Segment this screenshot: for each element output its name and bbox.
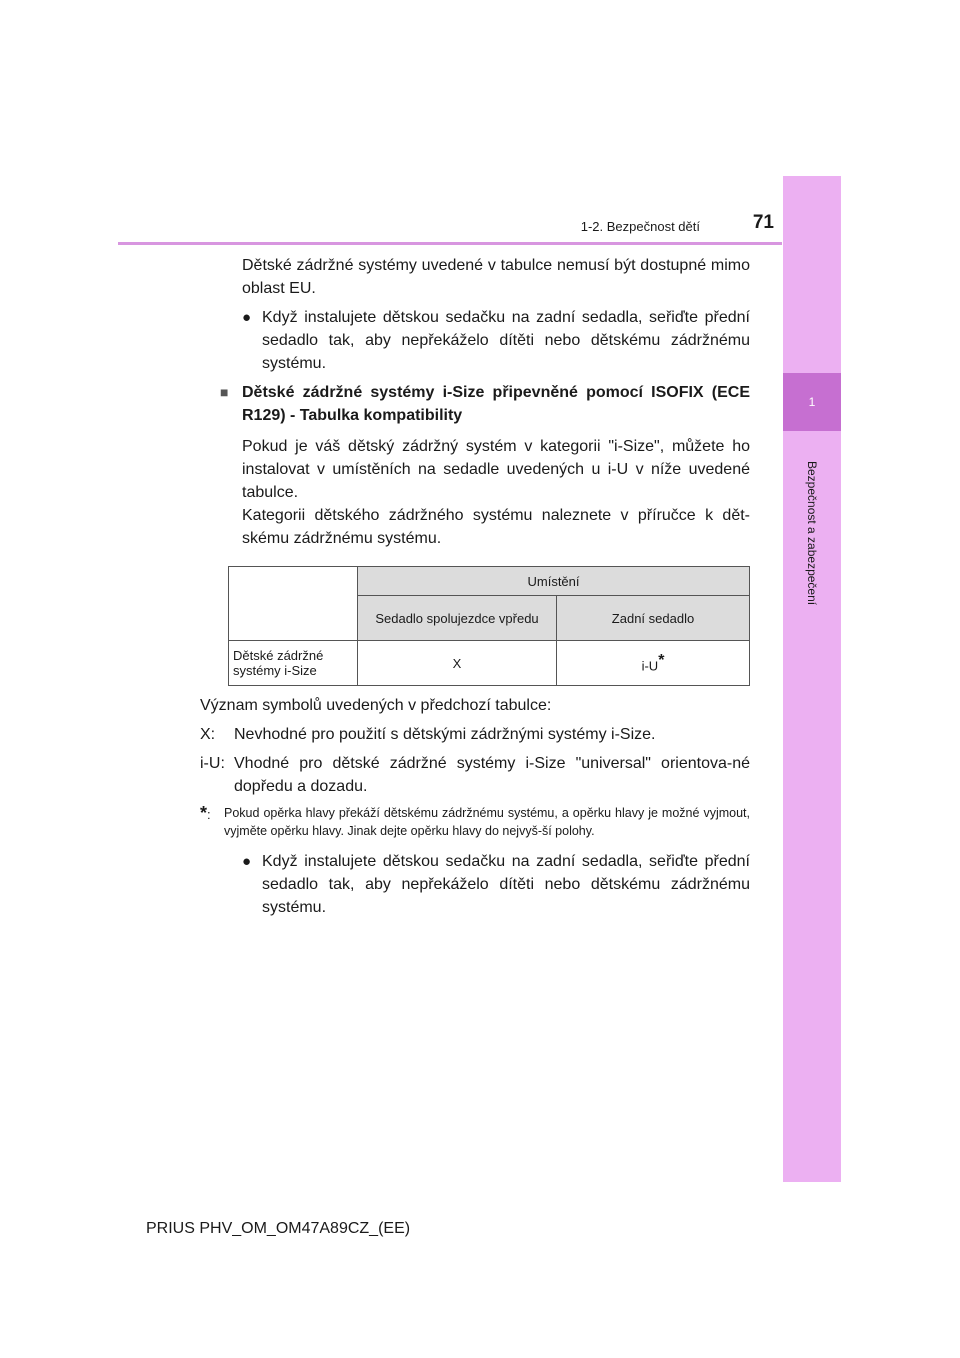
table-cell-rear: [557, 641, 750, 686]
body-paragraph: Pokud je váš dětský zádržný systém v kategorii "i-Size", můžete ho instalovat v umístěních na sedadle uvedených u i-U v níže uvedené tabulce.: [242, 438, 750, 501]
footnote-text: Pokud opěrka hlavy překáží dětskému zádržnému systému, a opěrku hlavy je možné vyjmout, vyjměte opěrku hlavy. Jinak dejte opěrku hlavy do nejvyš-ší polohy.: [224, 806, 750, 838]
footnote: [200, 804, 750, 840]
table-header-group: Umístění: [358, 567, 750, 596]
legend-block: [200, 694, 750, 840]
table-header-front-seat: Sedadlo spolujezdce vpředu: [358, 596, 557, 641]
chapter-number: 1: [808, 395, 816, 409]
footer-document-code: PRIUS PHV_OM_OM47A89CZ_(EE): [146, 1220, 411, 1237]
footnote-colon: :: [207, 807, 211, 822]
chapter-side-tab: [783, 176, 841, 1182]
bullet-text-2: Když instalujete dětskou sedačku na zadní sedadla, seřiďte přední sedadlo tak, aby nepřekáželo dítěti nebo dětskému zádržnému systému.: [262, 853, 750, 916]
legend-title: Význam symbolů uvedených v předchozí tabulce:: [200, 697, 552, 714]
body-paragraph-2: Kategorii dětského zádržného systému naleznete v příručce k dět-skému zádržnému systému.: [242, 507, 750, 547]
table-row-label: Dětské zádržné systémy i-Size: [229, 641, 358, 686]
legend-text-x: Nevhodné pro použití s dětskými zádržnými systémy i-Size.: [234, 726, 656, 743]
footnote-mark: [200, 804, 224, 840]
section-heading: [220, 381, 750, 427]
table-row: [229, 641, 750, 686]
section-title: 1-2. Bezpečnost dětí: [580, 219, 700, 234]
page-content: [200, 254, 750, 925]
header-divider: [118, 242, 782, 245]
chapter-title-container: [797, 438, 827, 628]
square-bullet-icon: ■: [220, 384, 229, 400]
chapter-number-tab: [783, 373, 841, 431]
legend-item-iu: [200, 752, 750, 798]
bullet-icon: ●: [242, 309, 252, 326]
bullet-item: [242, 306, 750, 375]
compatibility-table: [228, 566, 750, 686]
chapter-title: Bezpečnost a zabezpečení: [805, 460, 819, 606]
page-number: 71: [752, 212, 774, 233]
bullet-icon-2: ●: [242, 853, 252, 870]
table-corner-cell: [229, 567, 358, 641]
legend-item-x: [200, 723, 750, 746]
asterisk-mark: *: [658, 651, 665, 669]
legend-term-x: X:: [200, 726, 216, 743]
footnote-asterisk: *: [200, 803, 208, 823]
section-heading-text: Dětské zádržné systémy i-Size připevněné pomocí ISOFIX (ECE R129) - Tabulka kompatibility: [242, 384, 750, 424]
legend-term-iu: i-U:: [200, 755, 225, 772]
intro-paragraph: Dětské zádržné systémy uvedené v tabulce nemusí být dostupné mimo oblast EU.: [242, 257, 750, 297]
legend-text-iu: Vhodné pro dětské zádržné systémy i-Size "universal" orientova-né dopředu a dozadu.: [234, 755, 750, 795]
table-cell-front: X: [358, 641, 557, 686]
table-header-rear-seat: Zadní sedadlo: [557, 596, 750, 641]
bullet-item-2: [242, 850, 750, 919]
bullet-text: Když instalujete dětskou sedačku na zadní sedadla, seřiďte přední sedadlo tak, aby nepřekáželo dítěti nebo dětskému zádržnému systému.: [262, 309, 750, 372]
table-cell-rear-value: i-U: [641, 658, 659, 674]
